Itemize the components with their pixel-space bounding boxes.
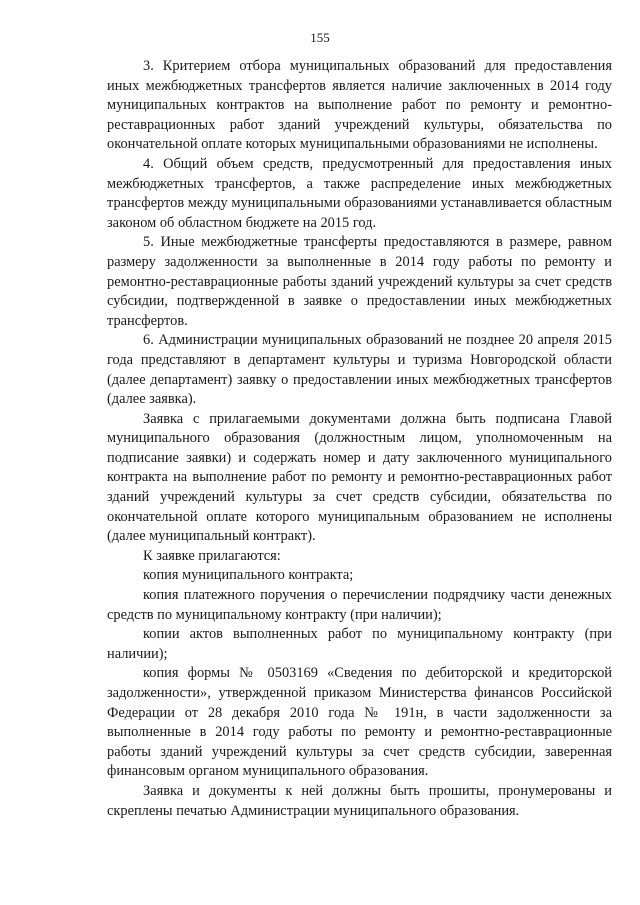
list-item-payment-order-copy: копия платежного поручения о перечислении подрядчику части денежных средств по муниципальному контракту (при наличии); xyxy=(107,587,612,623)
list-item-contract-copy: копия муниципального контракта; xyxy=(143,567,354,584)
paragraph-application-deadline: 6. Администрации муниципальных образований не позднее 20 апреля 2015 года представляют в департамент культуры и туризма Новгородской области (далее департамент) заявку о предоставлении иных межбюджетных трансфертов (далее заявка). xyxy=(107,332,612,408)
paragraph-attachments-intro: К заявке прилагаются: xyxy=(143,547,281,564)
paragraph-criterion: 3. Критерием отбора муниципальных образований для предоставления иных межбюджетных трансфертов является наличие заключенных в 2014 году муниципальных контрактов на выполнение работ по ремонту и ремонтно-реставрационных работ зданий учреждений культуры, обязательства по окончательной оплате которых муниципальными образованиями не исполнены. xyxy=(107,58,612,153)
paragraph-binding-requirements: Заявка и документы к ней должны быть прошиты, пронумерованы и скреплены печатью Администрации муниципального образования. xyxy=(107,782,612,819)
page-number: 155 xyxy=(310,30,330,45)
paragraph-application-signature: Заявка с прилагаемыми документами должна быть подписана Главой муниципального образования (должностным лицом, уполномоченным на подписание заявки) и содержать номер и дату заключенного муниципального контракта на выполнение работ по ремонту и ремонтно-реставрационных работ зданий учреждений культуры за счет средств субсидии, обязательства по окончательной оплате которого муниципальным образованием не исполнены (далее муниципальный контракт). xyxy=(107,410,612,545)
list-item-acts-copy: копии актов выполненных работ по муниципальному контракту (при наличии); xyxy=(107,626,612,662)
paragraph-transfer-size: 5. Иные межбюджетные трансферты предоставляются в размере, равном размеру задолженности за выполненные в 2014 году работы по ремонту и ремонтно-реставрационные работы зданий учреждений культуры за счет средств субсидии, подтвержденной в заявке о предоставлении иных межбюджетных трансфертов. xyxy=(107,234,612,329)
list-item-form-copy: копия формы № 0503169 «Сведения по дебиторской и кредиторской задолженности», утвержденной приказом Министерства финансов Российской Федерации от 28 декабря 2010 года № 191н, в части задолженности за выполненные в 2014 году работы по ремонту и ремонтно-реставрационные работы зданий учреждений культуры за счет средств субсидии, заверенная финансовым органом муниципального образования. xyxy=(107,665,612,780)
document-body xyxy=(107,57,612,821)
paragraph-total-volume: 4. Общий объем средств, предусмотренный для предоставления иных межбюджетных трансфертов, а также распределение иных межбюджетных трансфертов между муниципальными образованиями устанавливается областным законом об областном бюджете на 2015 год. xyxy=(107,155,612,231)
